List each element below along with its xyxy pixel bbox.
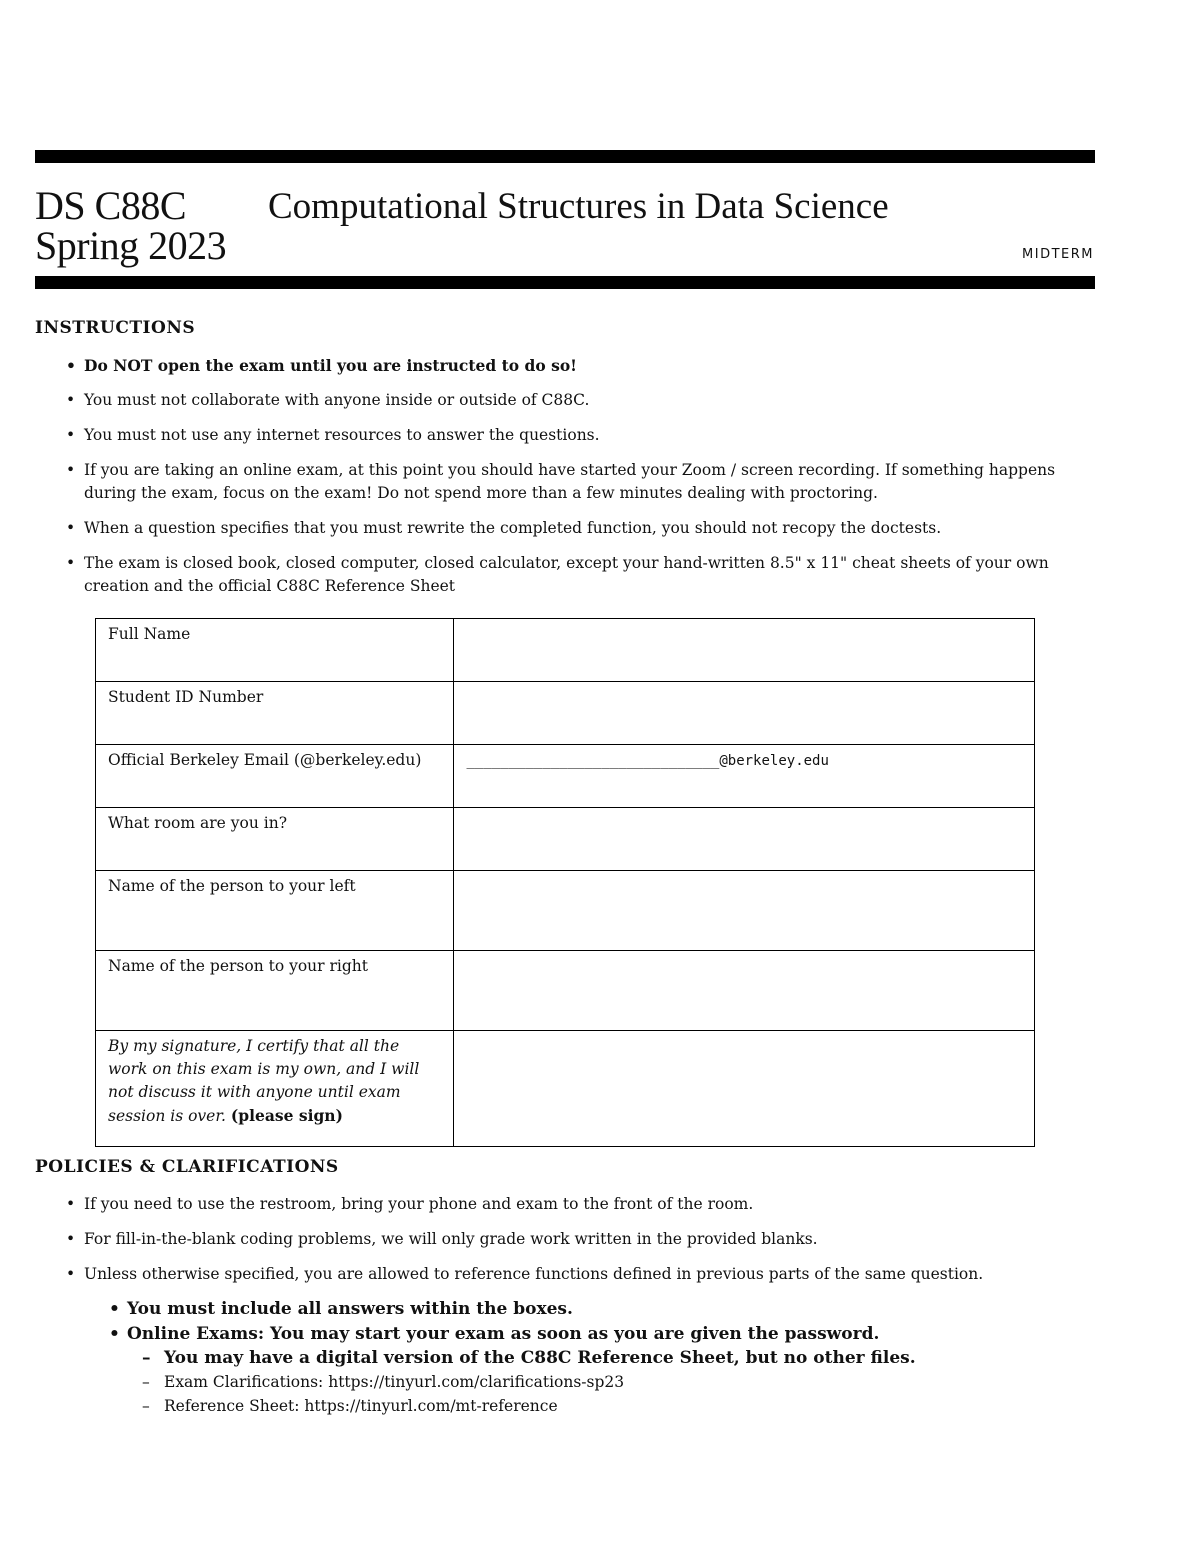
- list-item: • For fill-in-the-blank coding problems, we will only grade work written in the provided blanks.: [62, 1228, 1096, 1251]
- list-item: • If you need to use the restroom, bring your phone and exam to the front of the room.: [62, 1193, 1096, 1216]
- exam-type: MIDTERM: [1022, 247, 1094, 262]
- signature-field[interactable]: [454, 1031, 1035, 1147]
- room-label: What room are you in?: [96, 808, 454, 871]
- full-name-label: Full Name: [96, 619, 454, 682]
- list-item: • Online Exams: You may start your exam as soon as you are given the password.: [105, 1322, 1105, 1347]
- list-item: • Do NOT open the exam until you are instructed to do so!: [62, 354, 1096, 377]
- list-item: • If you are taking an online exam, at this point you should have started your Zoom / screen recording. If something happens during the exam, focus on the exam! Do not spend more than a few minutes dealing with proctoring.: [62, 459, 1096, 505]
- signature-label: [96, 1031, 454, 1147]
- list-item: • You must include all answers within the boxes.: [105, 1297, 1105, 1322]
- table-row: [96, 871, 1035, 951]
- right-person-label: Name of the person to your right: [96, 951, 454, 1031]
- course-code: DS C88C: [35, 183, 186, 228]
- instructions-list: [62, 354, 1096, 610]
- email-field[interactable]: [454, 745, 1035, 808]
- list-item: • When a question specifies that you must rewrite the completed function, you should not recopy the doctests.: [62, 517, 1096, 540]
- course-title: Computational Structures in Data Science: [268, 186, 889, 227]
- list-item: • Unless otherwise specified, you are allowed to reference functions defined in previous parts of the same question.: [62, 1263, 1096, 1286]
- table-row: [96, 619, 1035, 682]
- table-row: [96, 745, 1035, 808]
- policies-list: [62, 1193, 1096, 1298]
- student-id-label: Student ID Number: [96, 682, 454, 745]
- left-person-field[interactable]: [454, 871, 1035, 951]
- table-row: [96, 951, 1035, 1031]
- signature-prompt: (please sign): [230, 1106, 343, 1125]
- signature-statement: By my signature, I certify that all the work on this exam is my own, and I will not discuss it with anyone until exam session is over.: [108, 1037, 420, 1125]
- list-item: • You must not collaborate with anyone inside or outside of C88C.: [62, 389, 1096, 412]
- right-person-field[interactable]: [454, 951, 1035, 1031]
- policies-heading: POLICIES & CLARIFICATIONS: [35, 1157, 339, 1177]
- student-info-form: [95, 618, 1035, 1147]
- left-person-label: Name of the person to your left: [96, 871, 454, 951]
- policies-sub-list: [105, 1297, 1105, 1347]
- table-row: [96, 682, 1035, 745]
- table-row: [96, 808, 1035, 871]
- student-id-field[interactable]: [454, 682, 1035, 745]
- header-rule-top: [35, 150, 1095, 163]
- list-item: – You may have a digital version of the C88C Reference Sheet, but no other files.: [140, 1346, 1100, 1370]
- reference-sheet-link[interactable]: – Reference Sheet: https://tinyurl.com/mt-reference: [140, 1394, 1100, 1418]
- list-item: • You must not use any internet resources to answer the questions.: [62, 424, 1096, 447]
- list-item: • The exam is closed book, closed computer, closed calculator, except your hand-written 8.5" x 11" cheat sheets of your own creation and the official C88C Reference Sheet: [62, 552, 1096, 598]
- clarifications-link[interactable]: – Exam Clarifications: https://tinyurl.com/clarifications-sp23: [140, 1370, 1100, 1394]
- full-name-field[interactable]: [454, 619, 1035, 682]
- policies-sub-sub-list: [140, 1346, 1100, 1418]
- table-row: [96, 1031, 1035, 1147]
- room-field[interactable]: [454, 808, 1035, 871]
- email-blank: ______________________________@berkeley.edu: [466, 753, 829, 769]
- instructions-heading: INSTRUCTIONS: [35, 318, 196, 338]
- term: Spring 2023: [35, 223, 227, 268]
- email-label: Official Berkeley Email (@berkeley.edu): [96, 745, 454, 808]
- header-rule-bottom: [35, 276, 1095, 289]
